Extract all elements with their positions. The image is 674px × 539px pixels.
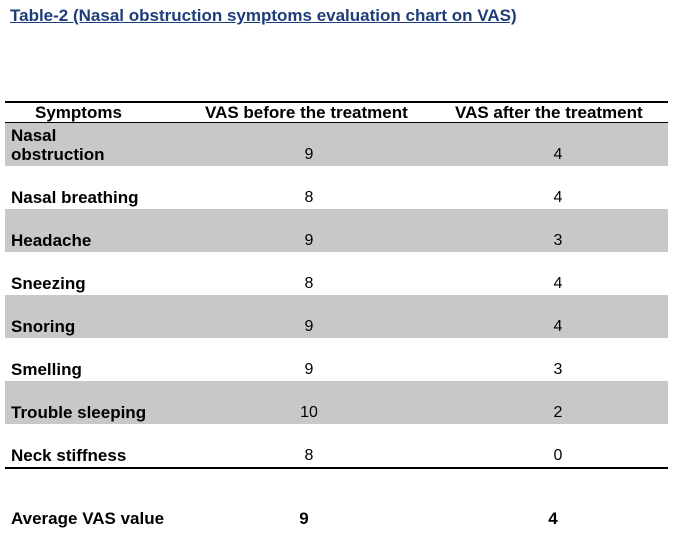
vas-after-value: 3 [553,361,563,378]
header-vas-after: VAS after the treatment [455,103,643,122]
table-title: Table-2 (Nasal obstruction symptoms evaluation chart on VAS) [10,6,517,25]
table-row [5,123,668,166]
symptom-name: Headache [11,231,92,250]
symptom-name: Smelling [11,360,82,379]
table-row [5,166,668,209]
average-label: Average VAS value [11,509,165,528]
vas-after-value: 4 [553,275,563,292]
table-row [5,252,668,295]
vas-after-value: 3 [553,232,563,249]
average-before-value: 9 [299,509,309,528]
table-row [5,295,668,338]
vas-before-value: 9 [304,318,314,335]
table-row [5,338,668,381]
symptom-name: Nasal obstruction [11,126,105,164]
symptom-name: Neck stiffness [11,446,127,465]
table-header [5,103,668,123]
symptom-name: Snoring [11,317,76,336]
average-after-value: 4 [548,509,558,528]
vas-after-value: 4 [553,146,563,163]
table-row [5,381,668,424]
table-bottom-rule [5,467,668,469]
symptom-name: Sneezing [11,274,86,293]
symptom-name: Trouble sleeping [11,403,147,422]
vas-before-value: 9 [304,232,314,249]
vas-before-value: 8 [304,447,314,464]
vas-before-value: 8 [304,275,314,292]
header-symptoms: Symptoms [35,103,122,122]
vas-before-value: 9 [304,361,314,378]
table-row [5,424,668,467]
table-row [5,209,668,252]
vas-after-value: 2 [553,404,563,421]
vas-after-value: 0 [553,447,563,464]
header-vas-before: VAS before the treatment [205,103,408,122]
vas-before-value: 8 [304,189,314,206]
vas-after-value: 4 [553,318,563,335]
vas-after-value: 4 [553,189,563,206]
vas-before-value: 9 [304,146,314,163]
vas-before-value: 10 [300,404,318,421]
symptom-name: Nasal breathing [11,188,139,207]
average-row [5,509,668,531]
